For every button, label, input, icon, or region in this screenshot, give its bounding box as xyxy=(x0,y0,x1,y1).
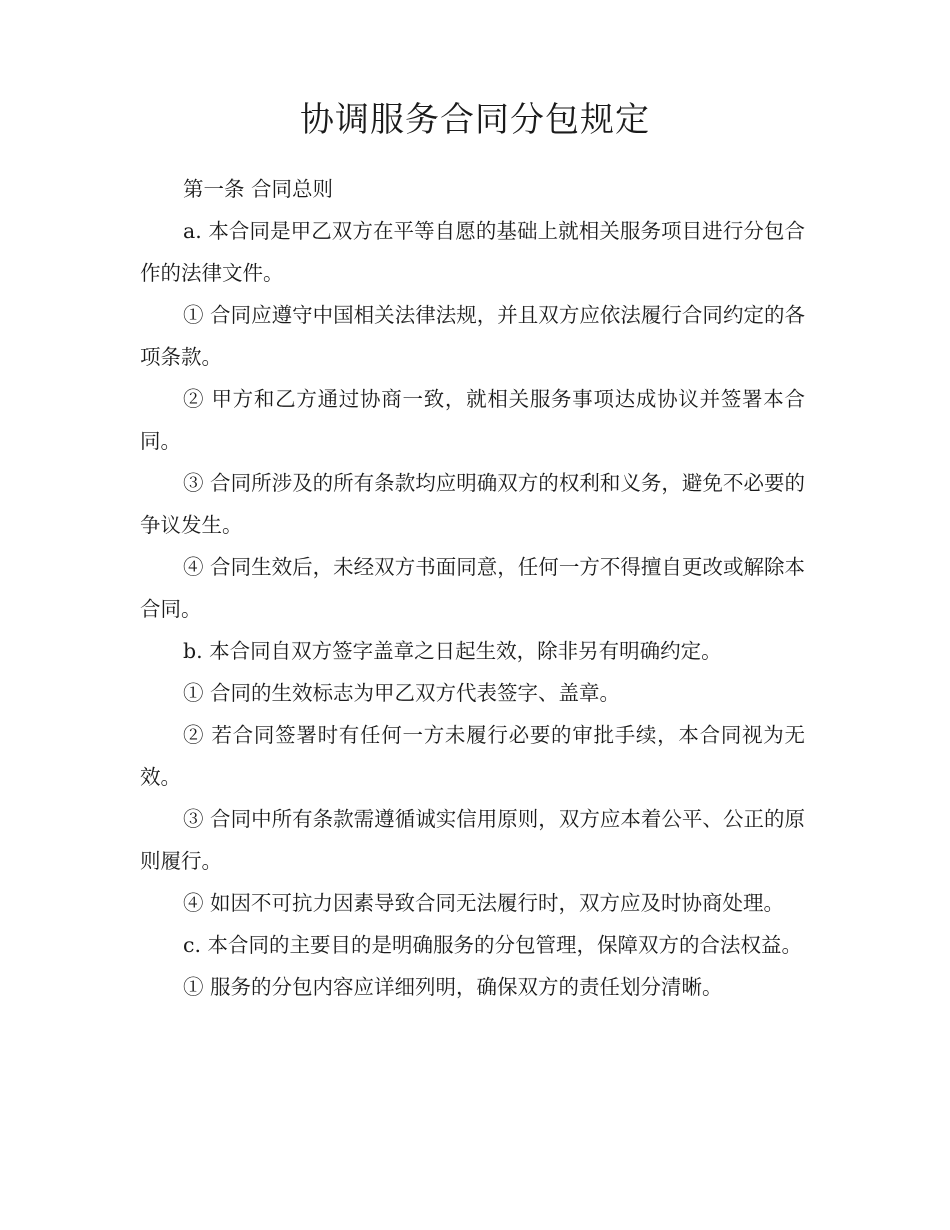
clause-paragraph: a. 本合同是甲乙双方在平等自愿的基础上就相关服务项目进行分包合作的法律文件。 xyxy=(140,219,805,285)
clause-paragraph: b. 本合同自双方签字盖章之日起生效，除非另有明确约定。 xyxy=(183,639,722,663)
clause-paragraph: ④ 合同生效后，未经双方书面同意，任何一方不得擅自更改或解除本合同。 xyxy=(140,555,805,621)
clause-paragraph: ② 若合同签署时有任何一方未履行必要的审批手续，本合同视为无效。 xyxy=(140,723,805,789)
document-title: 协调服务合同分包规定 xyxy=(300,100,650,140)
clause-paragraph: ① 合同应遵守中国相关法律法规，并且双方应依法履行合同约定的各项条款。 xyxy=(140,303,805,369)
clause-paragraph: ① 服务的分包内容应详细列明，确保双方的责任划分清晰。 xyxy=(183,975,723,999)
clause-paragraph: ④ 如因不可抗力因素导致合同无法履行时，双方应及时协商处理。 xyxy=(183,891,785,915)
clause-paragraph: c. 本合同的主要目的是明确服务的分包管理，保障双方的合法权益。 xyxy=(183,933,803,957)
clause-paragraph: ② 甲方和乙方通过协商一致，就相关服务事项达成协议并签署本合同。 xyxy=(140,387,805,453)
clause-paragraph: ① 合同的生效标志为甲乙双方代表签字、盖章。 xyxy=(183,681,621,705)
clause-paragraph: ③ 合同所涉及的所有条款均应明确双方的权利和义务，避免不必要的争议发生。 xyxy=(140,471,805,537)
clause-paragraph: ③ 合同中所有条款需遵循诚实信用原则，双方应本着公平、公正的原则履行。 xyxy=(140,807,805,873)
section-heading: 第一条 合同总则 xyxy=(183,177,334,201)
document-body xyxy=(140,168,805,1008)
